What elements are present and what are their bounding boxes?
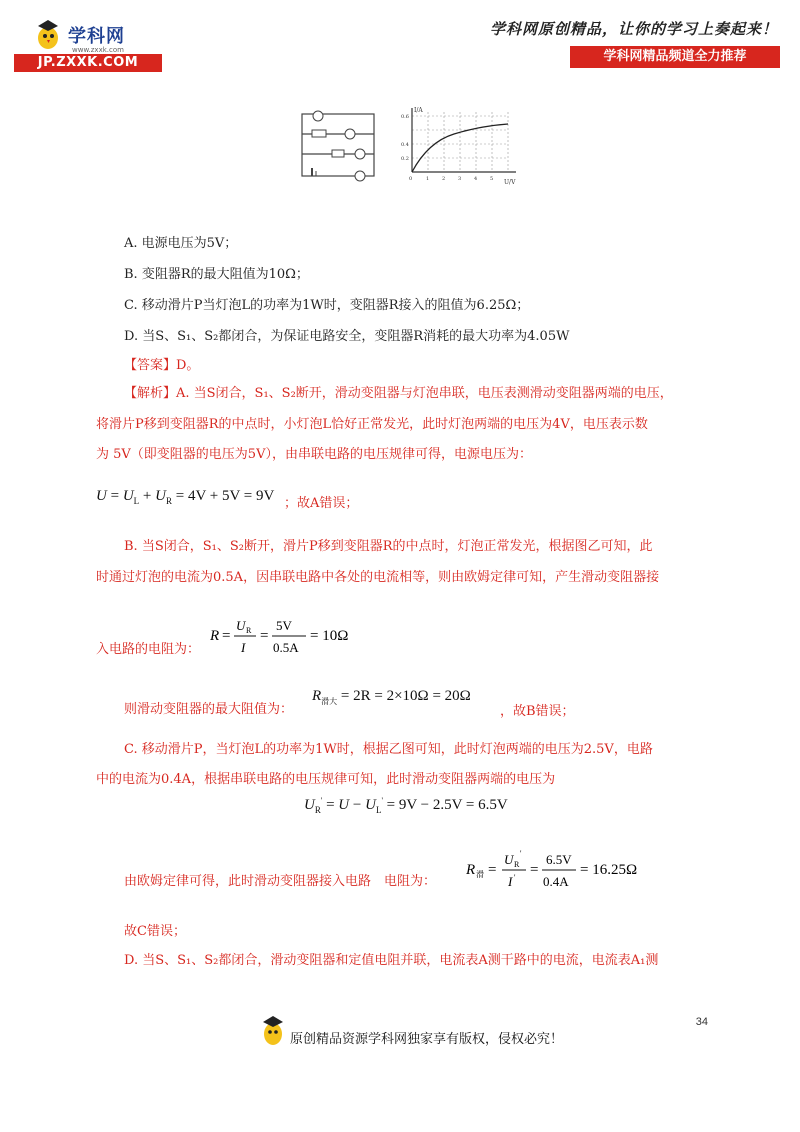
logo-name: 学科网 — [68, 26, 125, 47]
analysis-d-line1: D. 当S、S₁、S₂都闭合，滑动变阻器和定值电阻并联，电流表A测干路中的电流，电流表A₁测 — [124, 953, 659, 968]
graph-y-tick: 0.6 — [401, 114, 409, 120]
graph-y-tick: 0.2 — [401, 156, 409, 162]
graph-x-tick: 3 — [458, 176, 462, 182]
answer-label: 【答案】D。 — [124, 358, 200, 373]
svg-text:0.4A: 0.4A — [543, 874, 569, 889]
analysis-a-line3: 为 5V（即变阻器的电压为5V），由串联电路的电压规律可得，电源电压为： — [96, 447, 532, 462]
svg-text:R: R — [514, 860, 520, 869]
graph-x-label: U/V — [504, 179, 516, 186]
analysis-c-line3: 由欧姆定律可得，此时滑动变阻器接入电路 电阻为： — [124, 874, 437, 889]
copyright-notice: 原创精品资源学科网独家享有版权，侵权必究！ — [290, 1032, 564, 1047]
option-a: A. 电源电压为5V； — [124, 236, 238, 251]
mascot-icon — [260, 1016, 286, 1046]
formula-b2: $R_{滑大} = 2R = 2\times 10\Omega = 20\Omega$ — [312, 688, 471, 706]
formula-a: $U = U_L + U_R = 4V + 5V = 9V$ — [96, 488, 275, 506]
graph-x-tick: 0 — [409, 176, 413, 182]
channel-banner: 学科网精品频道全力推荐 — [570, 46, 780, 68]
svg-text:U: U — [236, 618, 246, 633]
analysis-c-line1: C. 移动滑片P，当灯泡L的功率为1W时，根据乙图可知，此时灯泡两端的电压为2.5V，电路 — [124, 742, 653, 757]
graph-y-label: I/A — [414, 107, 423, 114]
page-number: 34 — [695, 1016, 708, 1028]
mascot-icon — [34, 20, 62, 50]
logo-url: www.zxxk.com — [72, 46, 124, 54]
analysis-a-line1: 【解析】A. 当S闭合，S₁、S₂断开，滑动变阻器与灯泡串联，电压表测滑动变阻器两端的电压， — [124, 386, 673, 401]
svg-text:R: R — [210, 628, 220, 644]
svg-text:': ' — [514, 873, 516, 882]
analysis-a-line2: 将滑片P移到变阻器R的中点时，小灯泡L恰好正常发光，此时灯泡两端的电压为4V，电压表示数 — [96, 417, 648, 432]
svg-text:=: = — [260, 628, 269, 644]
graph-x-tick: 4 — [474, 176, 478, 182]
svg-text:': ' — [520, 849, 522, 858]
graph-y-tick: 0.4 — [401, 142, 409, 148]
site-logo[interactable] — [14, 14, 162, 72]
analysis-b-line4: 则滑动变阻器的最大阻值为： — [124, 702, 294, 717]
slogan: 学科网原创精品，让你的学习上奏起来！ — [489, 20, 778, 38]
formula-c2-svg — [466, 846, 656, 894]
formula-b-svg — [210, 612, 390, 660]
svg-text:I: I — [241, 640, 246, 655]
analysis-b-line1: B. 当S闭合，S₁、S₂断开，滑片P移到变阻器R的中点时，灯泡正常发光，根据图乙可知，此 — [124, 539, 653, 554]
svg-text:=: = — [222, 628, 231, 644]
formula-c: $U_R' = U - U_L' = 9V - 2.5V = 6.5V$ — [304, 796, 508, 815]
svg-text:U: U — [504, 852, 514, 867]
graph-x-tick: 2 — [442, 176, 446, 182]
analysis-c-line2: 中的电流为0.4A，根据串联电路的电压规律可知，此时滑动变阻器两端的电压为 — [96, 772, 556, 787]
option-c: C. 移动滑片P当灯泡L的功率为1W时，变阻器R接入的阻值为6.25Ω； — [124, 298, 530, 313]
logo-banner: JP.ZXXK.COM — [14, 54, 162, 72]
analysis-c-end: 故C错误； — [124, 924, 186, 939]
analysis-b-end: ，故B错误； — [500, 704, 575, 719]
svg-text:R: R — [246, 626, 252, 635]
analysis-b-line3: 入电路的电阻为： — [96, 642, 201, 657]
svg-text:=: = — [530, 862, 539, 878]
svg-text:=: = — [488, 862, 497, 878]
svg-text:= 10Ω: = 10Ω — [310, 628, 349, 644]
svg-text:6.5V: 6.5V — [546, 852, 572, 867]
option-b: B. 变阻器R的最大阻值为10Ω； — [124, 267, 309, 282]
formula-c2 — [466, 846, 656, 899]
circuit-diagram — [298, 108, 380, 184]
current-voltage-graph — [398, 104, 522, 188]
svg-text:0.5A: 0.5A — [273, 640, 299, 655]
svg-text:5V: 5V — [276, 618, 292, 633]
svg-text:R: R — [466, 862, 476, 878]
graph-x-tick: 5 — [490, 176, 494, 182]
graph-x-tick: 1 — [426, 176, 430, 182]
svg-text:= 16.25Ω: = 16.25Ω — [580, 862, 638, 878]
formula-b — [210, 612, 390, 665]
analysis-a-end: ；故A错误； — [284, 496, 359, 511]
analysis-b-line2: 时通过灯泡的电流为0.5A，因串联电路中各处的电流相等，则由欧姆定律可知，产生滑动变阻器接 — [96, 570, 660, 585]
svg-text:I: I — [508, 874, 513, 889]
option-d: D. 当S、S₁、S₂都闭合，为保证电路安全，变阻器R消耗的最大功率为4.05W — [124, 329, 570, 344]
svg-text:滑: 滑 — [476, 870, 484, 879]
